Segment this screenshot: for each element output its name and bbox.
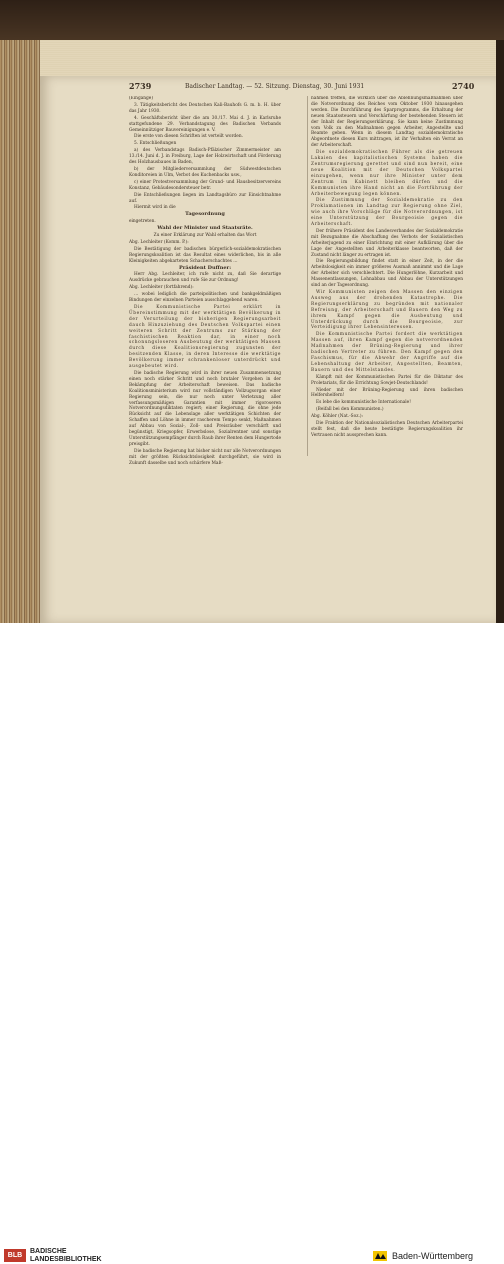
left-column-paragraph: Die badische Regierung hat bisher nicht nur alle Notverordnungen mit der größten Rücksichtslosigkeit durchgeführt, sie wird in Zukunft dasselbe und noch schärfere Maß-: [129, 448, 281, 466]
right-column-paragraph: Die Regierungsbildung findet statt in einer Zeit, in der die Arbeitslosigkeit ein immer größeres Ausmaß annimmt und die Lage der Arbeiter sich verschlechtert. Die Hungerlöhne, Kurzarbeit und Massenentlassungen, Lohnabbau und Abbau der Unterstützungen sind an der Tagesordnung.: [311, 259, 463, 289]
left-column-paragraph: 5. Entschließungen: [134, 141, 177, 147]
right-column-paragraph: Es lebe die kommunistische Internationale!: [316, 400, 411, 406]
running-head: Badischer Landtag. — 52. Sitzung. Dienstag, 30. Juni 1931: [185, 83, 365, 90]
right-column-paragraph: Die Fraktion der Nationalsozialistischen Deutschen Arbeiterpartei stellt fest, daß die heute bestätigte Regierungskoalition ihr Vertrauen nicht aussprechen kann.: [311, 421, 463, 438]
left-column-paragraph: eingetreten.: [129, 219, 156, 225]
left-column-paragraph: (Eingänge): [129, 96, 154, 101]
left-column-paragraph: Präsident Duffner:: [178, 264, 232, 271]
left-column-paragraph: a) des Verbandstags Badisch-Pfälzischer Zimmermeister am 13./14. Juni d. J. in Freiburg, Lage der Holzwirtschaft und Förderung des Holzhausbaues in Baden,: [129, 148, 281, 166]
blb-logo-icon[interactable]: BLB: [4, 1249, 26, 1262]
right-column-paragraph: (Beifall bei den Kommunisten.): [316, 407, 384, 413]
left-column-paragraph: b) der Mitgliederversammlung der Südwestdeutschen Konditoreien in Ulm, Verbot des Kuchenbacks usw.,: [129, 166, 281, 178]
left-column-paragraph: Abg. Lechleiter (fortfahrend):: [129, 285, 194, 291]
left-column-paragraph: Die Entschließungen liegen im Landtagsbüro zur Einsichtnahme auf.: [129, 192, 281, 204]
page-number-left: 2739: [129, 81, 152, 91]
left-column-paragraph: c) einer Protestversammlung der Grund- und Hausbesitzervereins Konstanz, Gebäudesondersteuer betr.: [129, 179, 281, 191]
left-column-paragraph: Hiermit wird in die: [134, 205, 176, 211]
right-text-column: [311, 96, 463, 566]
blb-name-line2: LANDESBIBLIOTHEK: [30, 1256, 102, 1263]
left-column-paragraph: Herr Abg. Lechleiter, ich rufe nicht zu, daß Sie derartige Ausdrücke gebrauchen und rufe Sie zur Ordnung!: [129, 272, 281, 284]
viewer-footer: [0, 623, 504, 1263]
left-column-paragraph: Die erste von diesen Schriften ist verteilt worden.: [134, 134, 243, 140]
page-number-right: 2740: [452, 81, 475, 91]
right-column-paragraph: Die Kommunistische Partei fordert die werktätigen Massen auf, ihren Kampf gegen die notverordnenden Maßnahmen der Brüning-Regierung und ihrer badischen Vertreter zu führen. Den Kampf gegen den Faschismus, für die Abwehr der Angriffe auf die Lebenshaltung der Arbeiter, Angestellten, Beamten, Bauern und des Mittelstandes.: [311, 332, 463, 373]
bw-lion-icon: [372, 1250, 388, 1262]
book-page-edges: [0, 40, 44, 630]
right-column-paragraph: Nieder mit der Brüning-Regierung und ihren badischen Helfershelfern!: [311, 387, 463, 399]
blb-name-line1: BADISCHE: [30, 1248, 67, 1255]
left-column-paragraph: Abg. Lechleiter (Komm. P.):: [129, 239, 189, 245]
bw-label[interactable]: Baden-Württemberg: [392, 1251, 474, 1261]
right-column-paragraph: Wir Kommunisten zeigen den Massen den einzigen Ausweg aus der drohenden Katastrophe. Die Regierungserklärung zu begründen mit nationaler Befreiung, der Arbeiterschaft und Bauern den Weg zu ihrem Kampf gegen die Ausbeutung und Unterdrückung durch die Bourgeoisie, zur Verteidigung ihrer Lebensinteressen.: [311, 290, 463, 331]
left-column-paragraph: 4. Geschäftsbericht über die am 30./17. Mai d. J. in Karlsruhe stattgefundene 29. Verbandstagung des Badischen Verbands Gemeinnütziger Bauvereinigungen e. V.: [129, 115, 281, 133]
page-stack-edge: [40, 40, 500, 80]
column-gutter: [307, 96, 308, 456]
left-column-paragraph: Wahl der Minister und Staatsräte.: [157, 225, 253, 232]
left-column-paragraph: … wobei lediglich die parteipolitischen und bankgeldmäßigen Bindungen der einzelnen Parteien ausschlaggebend waren.: [129, 292, 281, 304]
right-cover-edge: [496, 40, 504, 630]
left-column-paragraph: Die badische Regierung wird in ihrer neuen Zusammensetzung einen noch stärker Schritt und noch brutaler Vorgehen in der Bekämpfung der Arbeiterschaft beweisen. Das badische Koalitionsministerium wird nur vollständigen Vollzugsorgan einer Regierung sein, die nur noch unter Verletzung aller verfassungsmäßigen Garantien mit immer rigoroseren Notverordnungsdiktaten regiert; einer Regierung, die ohne jede Rücksicht auf die Lebenslage aller werktätigen Schichten der Schaffen und Löhne in immer rascherem Tempo senkt, Maßnahmen auf Abbau von Sozial-, Zoll- und Preisräuber verschärft und begünstigt, Kriegsopfer, Erwerbslose, Sozialrentner und sonstige Unterstützungsempfänger durch Raub ihrer Renten dem Hungertode preisgibt.: [129, 370, 281, 447]
left-column-paragraph: 3. Tätigkeitsbericht des Deutschen Kali-Bauhofs G. m. b. H. über das Jahr 1930.: [129, 102, 281, 114]
left-column-paragraph: Zu einer Erklärung zur Wahl erhalten das Wort: [153, 233, 257, 239]
right-column-paragraph: nahmen treffen, die wirklich über die Ablehnungsmaßnahmen über die Notverordnung des Reiches vom Oktober 1930 hinausgehen werden. Die Durchführung des Sparprogramms, die Erhaltung der neuen Staatssteuern und Verschärfung der bestehenden Steuern ist der Inhalt der Regierungserklärung. Sie kann keine Zustimmung vom Volk zu den Maßnahmen gegen Arbeiter, Angestellte und Beamte geben. Wenn in diesem Landtag sozialdemokratische Abgeordnete diesen Kurs mittragen, ist ihr Verhalten ein Verrat an der Arbeiterschaft.: [311, 96, 463, 149]
left-text-column: [129, 96, 281, 616]
left-column-paragraph: Die Kommunistische Partei erklärt in Übereinstimmung mit der werktätigen Bevölkerung in der Verurteilung der bisherigen Regierungsarbeit dauch Hinzuziehung des Deutschen Volkspartei einen weiteren Schritt der Zentrums zur Stärkung der faschistischen Reaktion dar, in einer noch schonungsloseren Ausbeutung der werktätigen Massen durch diese Koalitionsregierung zugunsten der besitzenden Klasse, in deren Interesse die werktätige Bevölkerung immer schrankenloser unterdrückt und ausgebeutet wird.: [129, 305, 281, 370]
right-column-paragraph: Der frühere Präsident des Landesverbandes der Sozialdemokratie mit Bezugnahme die Abschaffung des Verbots der Sozialistischen Arbeiterjugend zu einer Einrichtung mit einer Aufklärung über die Lage der Angestellten und Arbeiterklasse beantworten, daß der Zustand nicht länger zu ertragen ist.: [311, 228, 463, 258]
left-column-paragraph: Tagesordnung: [185, 211, 225, 218]
right-column-paragraph: Kämpft mit der Kommunistischen Partei für die Diktatur des Proletariats, für die Errichtung Sowjet-Deutschlands!: [311, 374, 463, 386]
left-column-paragraph: Die Bestätigung der badischen bürgerlich-sozialdemokratischen Regierungskoalition ist das Resultat eines widerlichen, bis in alle Kleinigkeiten abgekarteten Schacherschachtes …: [129, 246, 281, 264]
right-column-paragraph: Die Zustimmung der Sozialdemokratie zu den Proklamationen im Landtag zur Regierung ohne Ziel, wie auch ihre Vorschläge für die Notverordnungen, ist eine Unterstützung der Bourgeoisie gegen die Arbeiterschaft.: [311, 198, 463, 228]
right-column-paragraph: Die sozialdemokratischen Führer als die getreuen Lakaien des kapitalistischen Systems haben die Zentrumsregierung gerettet und sind nun bereit, eine neue Koalition mit der Deutschen Volkspartei einzugehen, wenn nur ihre Minister unter dem Zentrum im Kabinett bleiben dürfen und die Kommunisten ihre Hand nicht an die Fortführung der Arbeiterbewegung legen können.: [311, 150, 463, 197]
right-column-paragraph: Abg. Köhler (Nat.-Soz.):: [311, 414, 363, 420]
blb-name[interactable]: [30, 1248, 102, 1264]
